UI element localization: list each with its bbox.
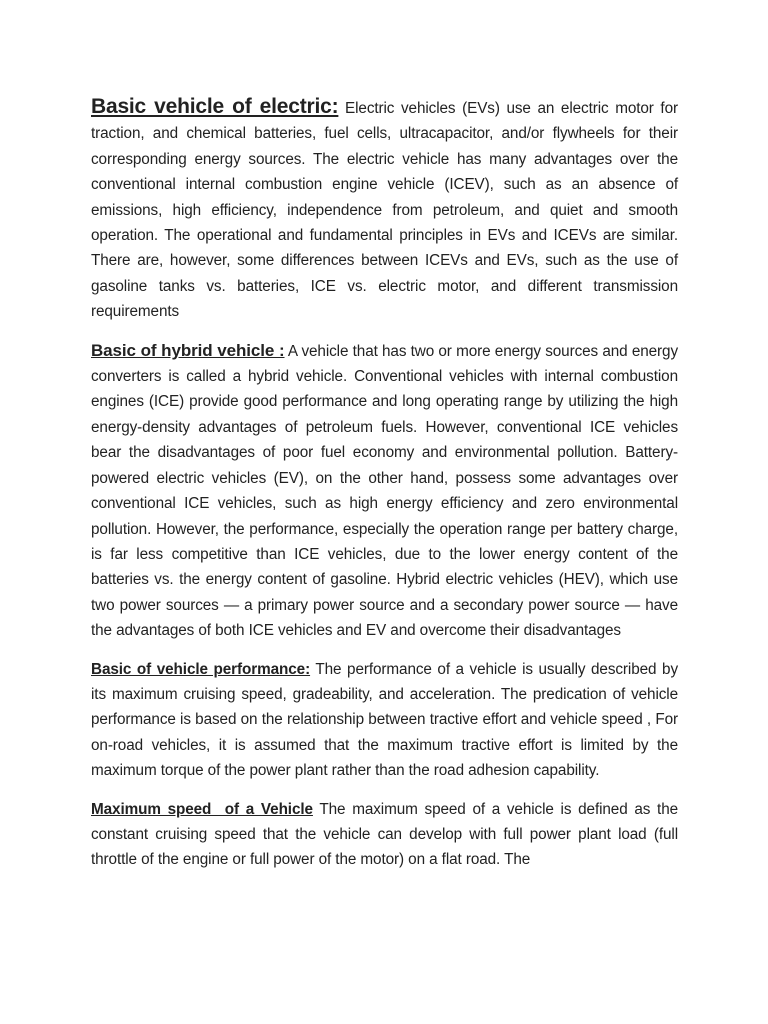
section-heading: Basic of vehicle performance: [91, 660, 311, 678]
section-maximum-speed [91, 797, 678, 873]
section-body: Electric vehicles (EVs) use an electric motor for traction, and chemical batteries, fuel cells, ultracapacitor, and/or flywheels for their corresponding energy sources. The electric vehicle has many advantages over the conventional internal combustion engine vehicle (ICEV), such as an absence of emissions, high efficiency, independence from petroleum, and quiet and smooth operation. The operational and fundamental principles in EVs and ICEVs are similar. There are, however, some differences between ICEVs and EVs, such as the use of gasoline tanks vs. batteries, ICE vs. electric motor, and different transmission requirements [91, 100, 678, 321]
section-heading: Maximum speed of a Vehicle [91, 800, 313, 818]
document-page [91, 94, 678, 873]
section-electric-vehicle [91, 94, 678, 325]
section-body: The performance of a vehicle is usually described by its maximum cruising speed, gradeability, and acceleration. The predication of vehicle performance is based on the relationship between tractive effort and vehicle speed , For on-road vehicles, it is assumed that the maximum tractive effort is limited by the maximum torque of the power plant rather than the road adhesion capability. [91, 660, 678, 780]
section-heading: Basic vehicle of electric: [91, 95, 339, 118]
section-body: The maximum speed of a vehicle is defined as the constant cruising speed that the vehicle can develop with full power plant load (full throttle of the engine or full power of the motor) on a flat road. The [91, 800, 679, 869]
section-heading: Basic of hybrid vehicle : [91, 340, 285, 360]
section-vehicle-performance [91, 657, 678, 784]
section-hybrid-vehicle [91, 338, 678, 644]
section-body: A vehicle that has two or more energy sources and energy converters is called a hybrid vehicle. Conventional vehicles with internal combustion engines (ICE) provide good performance and long operating range by utilizing the high energy-density advantages of petroleum fuels. However, conventional ICE vehicles bear the disadvantages of poor fuel economy and environmental pollution. Battery-powered electric vehicles (EV), on the other hand, possess some advantages over conventional ICE vehicles, such as high energy efficiency and zero environmental pollution. However, the performance, especially the operation range per battery charge, is far less competitive than ICE vehicles, due to the lower energy content of the batteries vs. the energy content of gasoline. Hybrid electric vehicles (HEV), which use two power sources — a primary power source and a secondary power source — have the advantages of both ICE vehicles and EV and overcome their disadvantages [91, 342, 678, 640]
